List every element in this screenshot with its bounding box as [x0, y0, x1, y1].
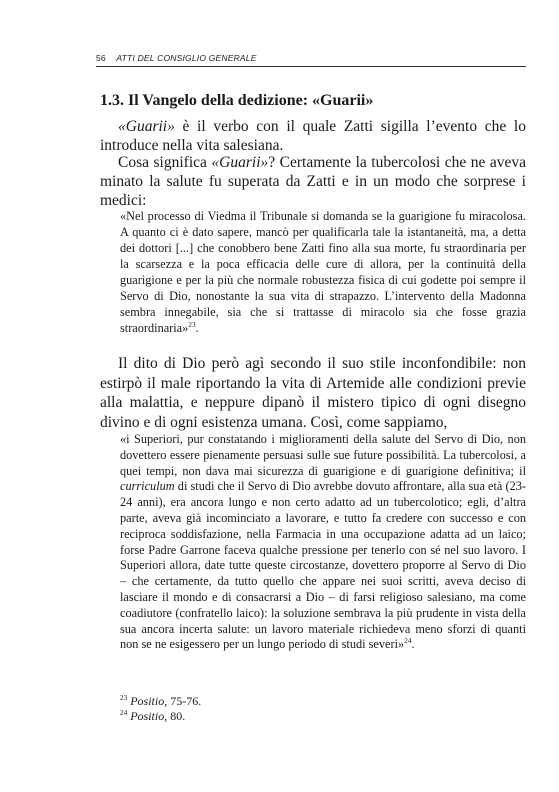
footnote-pages: 80.	[167, 709, 186, 723]
page-number: 56	[96, 53, 106, 63]
paragraph-1-text: è il verbo con il quale Zatti sigilla l’evento che lo introduce nella vita salesiana.	[100, 118, 526, 154]
quotation-2-text-a: «i Superiori, pur constatando i miglioramenti della salute del Servo di Dio, non dovettero essere pienamente persuasi sulle sue future possibilità. La tubercolosi, a quei tempi, non dava mai sicurezza di guarigione e di guarigione definitiva; il	[120, 432, 526, 478]
quotation-1: «Nel processo di Viedma il Tribunale si domanda se la guarigione fu miracolosa. A quanto ci è dato sapere, mancò per qualificarla tale la istantaneità, ma, a detta dei dottori [...] che conobbero bene Zatti fino alla sua morte, fu straordinaria per la scarsezza e la poca efficacia delle cure di allora, per la continuità della guarigione e per la più che normale robustezza fisica di cui godette poi sempre il Servo di Dio, nonostante la sua vita di strapazzo. L’intervento della Madonna sembra innegabile, sia che si trattasse di miracolo sia che fosse grazia straordinaria»$^{23}$.	[120, 209, 526, 335]
footnote-ref-24[interactable]: 24	[404, 636, 412, 646]
guarii-term: «Guarii»	[118, 118, 175, 135]
quotation-2-text-b: di studi che il Servo di Dio avrebbe dovuto affrontare, alla sua età (23-24 anni), era ancora lungo e non certo adatto ad un tubercolotico; egli, d’altra parte, aveva già incominciato a lavorare, e tutto fa credere con successo e con reciproca soddisfazione, nella Farmacia in una occupazione adatta ad un laico; forse Padre Garrone faceva qualche pressione per tenerlo con sé nel suo lavoro. I Superiori allora, date tutte queste circostanze, dovettero proporre al Servo di Dio – che certamente, da tutto quello che appare nei suoi scritti, aveva deciso di lasciare il mondo e di consacrarsi a Dio – di farsi religioso salesiano, ma come coadiutore (confratello laico): la soluzione sembrava la più prudente in vista della sua ancora incerta salute: un lavoro materiale richiedeva meno sforzi di quanti non se ne esigessero per un lungo periodo di studi severi»	[120, 479, 526, 652]
curriculum-term: curriculum	[120, 479, 175, 494]
paragraph-2	[100, 153, 526, 210]
footnote-24	[120, 709, 201, 724]
running-header	[96, 53, 526, 63]
footnote-number: 23	[120, 694, 128, 702]
footnote-source: Positio,	[130, 709, 168, 723]
paragraph-1	[100, 117, 526, 155]
footnote-source: Positio,	[130, 694, 168, 708]
paragraph-2-text: ? Certamente la tubercolosi che ne aveva minato la salute fu superata da Zatti e in un modo che sorprese i medici:	[100, 154, 526, 209]
footnote-pages: 75-76.	[167, 694, 202, 708]
footnote-ref-23[interactable]: 23	[188, 319, 196, 329]
footnote-number: 24	[120, 709, 128, 717]
paragraph-3: Il dito di Dio però agì secondo il suo stile inconfondibile: non estirpò il male riportando la vita di Artemide alle condizioni previe alla malattia, e neppure dipanò il mistero tipico di ogni disegno divino e di ogni esistenza umana. Così, come sappiamo,	[100, 355, 526, 431]
quotation-1-text: «Nel processo di Viedma il Tribunale si domanda se la guarigione fu miracolosa. A quanto ci è dato sapere, mancò per qualificarla tale la istantaneità, ma, a detta dei dottori [...] che conobbero bene Zatti fino alla sua morte, fu straordinaria per la scarsezza e la poca efficacia delle cure di allora, per la continuità della guarigione e per la più che normale robustezza fisica di cui godette poi sempre il Servo di Dio, nonostante la sua vita di strapazzo. L’intervento della Madonna sembra innegabile, sia che si trattasse di miracolo sia che fosse grazia straordinaria»	[120, 209, 526, 335]
paragraph-2-lead: Cosa significa	[118, 154, 212, 171]
running-title: ATTI DEL CONSIGLIO GENERALE	[116, 53, 257, 63]
section-heading: 1.3. Il Vangelo della dedizione: «Guarii»	[100, 92, 374, 109]
guarii-term: «Guarii»	[211, 154, 269, 171]
quotation-2: «i Superiori, pur constatando i miglioramenti della salute del Servo di Dio, non dovettero essere pienamente persuasi sulle sue future possibilità. La tubercolosi, a quei tempi, non dava mai sicurezza di guarigione e di guarigione definitiva; il curriculum di studi che il Servo di Dio avrebbe dovuto affrontare, alla sua età (23-24 anni), era ancora lungo e non certo adatto ad un tubercolotico; egli, d’altra parte, aveva già incominciato a lavorare, e tutto fa credere con successo e con reciproca soddisfazione, nella Farmacia in una occupazione adatta ad un laico; forse Padre Garrone faceva qualche pressione per tenerlo con sé nel suo lavoro. I Superiori allora, date tutte queste circostanze, dovettero proporre al Servo di Dio – che certamente, da tutto quello che appare nei suoi scritti, aveva deciso di lasciare il mondo e di consacrarsi a Dio – di farsi religioso salesiano, ma come coadiutore (confratello laico): la soluzione sembrava la più prudente in vista della sua ancora incerta salute: un lavoro materiale richiedeva meno sforzi di quanti non se ne esigessero per un lungo periodo di studi severi»$^{24}$.	[120, 432, 526, 652]
header-rule	[96, 66, 526, 67]
footnotes	[120, 694, 201, 724]
footnote-23	[120, 694, 201, 709]
